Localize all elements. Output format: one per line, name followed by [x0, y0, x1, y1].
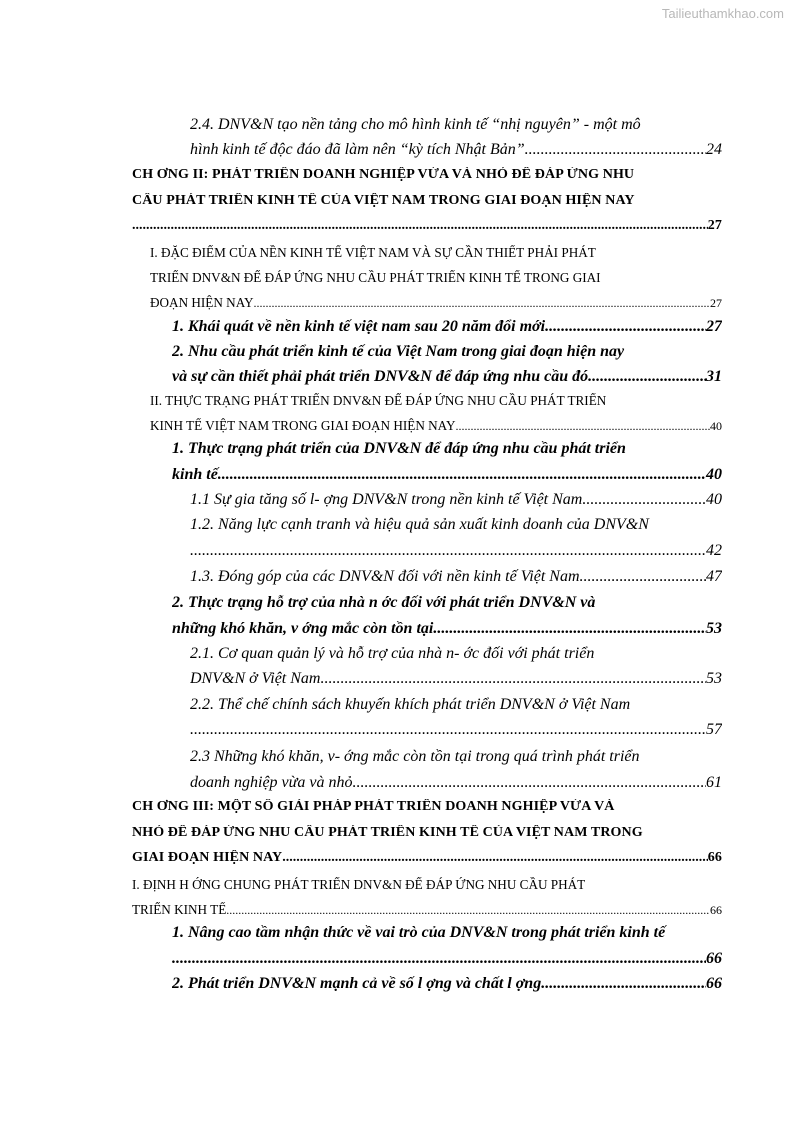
toc-item	[190, 748, 722, 766]
page-number: 57	[706, 721, 722, 738]
page-number: 61	[706, 774, 722, 791]
toc-text: GIAI ĐOẠN HIỆN NAY	[132, 850, 283, 865]
toc-subsection	[172, 950, 722, 968]
toc-item	[190, 670, 722, 688]
toc-text: KINH TẾ VIỆT NAM TRONG GIAI ĐOẠN HIỆN NAY	[150, 418, 456, 433]
toc-text: những khó khăn, v ớng mắc còn tồn tại	[172, 620, 434, 637]
toc-entry	[190, 141, 722, 159]
dot-leader	[218, 466, 706, 484]
toc-text: 2.3 Những khó khăn, v- ớng mắc còn tồn tại trong quá trình phát triển	[190, 748, 640, 765]
page-number: 27	[706, 318, 722, 335]
toc-subsection	[172, 594, 722, 612]
dot-leader	[545, 318, 706, 336]
toc-subsection	[172, 924, 722, 942]
toc-section	[132, 877, 722, 893]
toc-text: CH ƠNG II: PHÁT TRIỂN DOANH NGHIỆP VỪA VÀ NHỎ ĐỂ ĐÁP ỨNG NHU	[132, 167, 635, 182]
dot-leader	[190, 542, 706, 560]
toc-text: I. ĐỊNH H ỚNG CHUNG PHÁT TRIỂN DNV&N ĐỂ ĐÁP ỨNG NHU CẦU PHÁT	[132, 877, 586, 892]
page-number: 66	[707, 850, 722, 865]
dot-leader	[352, 774, 706, 792]
page-number: 40	[710, 419, 722, 433]
toc-chapter-leader	[132, 218, 722, 234]
toc-subsection	[172, 440, 722, 458]
page-number: 53	[706, 670, 722, 687]
toc-item	[190, 491, 722, 509]
toc-text: CH ƠNG III: MỘT SỐ GIẢI PHÁP PHÁT TRIỂN DOANH NGHIỆP VỪA VÀ	[132, 799, 615, 814]
dot-leader	[190, 721, 706, 739]
toc-text: NHỎ ĐỂ ĐÁP ỨNG NHU CẦU PHÁT TRIỂN KINH TẾ CỦA VIỆT NAM TRONG	[132, 825, 643, 840]
dot-leader	[541, 975, 706, 993]
page-number: 40	[706, 466, 722, 483]
toc-item	[190, 542, 722, 560]
toc-text: 1. Khái quát về nền kinh tế việt nam sau 20 năm đổi mới	[172, 318, 546, 335]
toc-section	[150, 393, 722, 409]
toc-item	[190, 516, 722, 534]
toc-text: và sự cần thiết phải phát triển DNV&N để đáp ứng nhu cầu đó	[172, 368, 589, 385]
dot-leader	[282, 850, 708, 866]
page-number: 31	[706, 368, 722, 385]
toc-text: 2. Nhu cầu phát triển kinh tế của Việt Nam trong giai đoạn hiện nay	[172, 343, 625, 360]
toc-text: CẦU PHÁT TRIỂN KINH TẾ CỦA VIỆT NAM TRONG GIAI ĐOẠN HIỆN NAY	[132, 193, 635, 208]
toc-chapter	[132, 193, 722, 209]
toc-text: doanh nghiệp vừa và nhỏ	[190, 774, 353, 791]
toc-text: 1. Thực trạng phát triển của DNV&N để đáp ứng nhu cầu phát triển	[172, 440, 626, 457]
dot-leader	[588, 368, 706, 386]
toc-entry	[190, 116, 722, 134]
dot-leader	[132, 218, 708, 234]
watermark: Tailieuthamkhao.com	[661, 6, 784, 21]
page-number: 66	[710, 903, 722, 917]
toc-chapter	[132, 799, 722, 815]
page-number: 47	[706, 568, 722, 585]
toc-subsection	[172, 620, 722, 638]
toc-item	[190, 568, 722, 586]
toc-subsection	[172, 466, 722, 484]
toc-text: I. ĐẶC ĐIỂM CỦA NỀN KINH TẾ VIỆT NAM VÀ SỰ CẦN THIẾT PHẢI PHÁT	[150, 245, 596, 260]
toc-text: 1. Nâng cao tầm nhận thức về vai trò của DNV&N trong phát triển kinh tế	[172, 924, 666, 941]
page-number: 27	[707, 218, 722, 233]
toc-chapter	[132, 167, 722, 183]
toc-subsection	[172, 343, 722, 361]
page-number: 53	[706, 620, 722, 637]
dot-leader	[226, 903, 710, 918]
dot-leader	[433, 620, 706, 638]
toc-section	[150, 245, 722, 261]
dot-leader	[254, 296, 710, 311]
dot-leader	[456, 419, 711, 434]
page-number: 42	[706, 542, 722, 559]
toc-text: 2.1. Cơ quan quản lý và hỗ trợ của nhà n- ớc đối với phát triển	[190, 645, 595, 662]
toc-chapter	[132, 825, 722, 841]
toc-text: 1.2. Năng lực cạnh tranh và hiệu quả sản xuất kinh doanh của DNV&N	[190, 516, 649, 533]
toc-text: TRIỂN KINH TẾ	[132, 902, 227, 917]
toc-text: kinh tế	[172, 466, 218, 483]
page-number: 40	[706, 491, 722, 508]
toc-subsection	[172, 975, 722, 993]
dot-leader	[320, 670, 706, 688]
toc-section	[132, 902, 722, 918]
dot-leader	[582, 491, 706, 509]
toc-text: II. THỰC TRẠNG PHÁT TRIỂN DNV&N ĐỂ ĐÁP ỨNG NHU CẦU PHÁT TRIỂN	[150, 393, 607, 408]
toc-text: 2. Thực trạng hỗ trợ của nhà n ớc đối với phát triển DNV&N và	[172, 594, 596, 611]
toc-subsection	[172, 318, 722, 336]
toc-item	[190, 645, 722, 663]
toc-item	[190, 721, 722, 739]
toc-text: 1.1 Sự gia tăng số l- ợng DNV&N trong nền kinh tế Việt Nam	[190, 491, 583, 508]
toc-text: ĐOẠN HIỆN NAY	[150, 295, 254, 310]
toc-text: 2.4. DNV&N tạo nền tảng cho mô hình kinh tế “nhị nguyên” - một mô	[190, 116, 641, 133]
page-number: 66	[706, 975, 722, 992]
dot-leader	[172, 950, 706, 968]
toc-subsection	[172, 368, 722, 386]
toc-item	[190, 774, 722, 792]
toc-text: TRIỂN DNV&N ĐỂ ĐÁP ỨNG NHU CẦU PHÁT TRIỂN KINH TẾ TRONG GIAI	[150, 270, 601, 285]
toc-section	[150, 295, 722, 311]
toc-text: hình kinh tế độc đáo đã làm nên “kỳ tích Nhật Bản”	[190, 141, 525, 158]
page-number: 27	[710, 296, 722, 310]
page-number: 66	[706, 950, 722, 967]
toc-text: 2. Phát triển DNV&N mạnh cả về số l ợng và chất l ợng	[172, 975, 542, 992]
toc-section	[150, 270, 722, 286]
toc-item	[190, 696, 722, 714]
toc-chapter	[132, 850, 722, 866]
toc-text: 1.3. Đóng góp của các DNV&N đối với nền kinh tế Việt Nam	[190, 568, 580, 585]
dot-leader	[580, 568, 706, 586]
toc-text: DNV&N ở Việt Nam	[190, 670, 321, 687]
dot-leader	[525, 141, 706, 159]
toc-text: 2.2. Thể chế chính sách khuyến khích phát triển DNV&N ở Việt Nam	[190, 696, 631, 713]
page-number: 24	[706, 141, 722, 158]
toc-section	[150, 418, 722, 434]
